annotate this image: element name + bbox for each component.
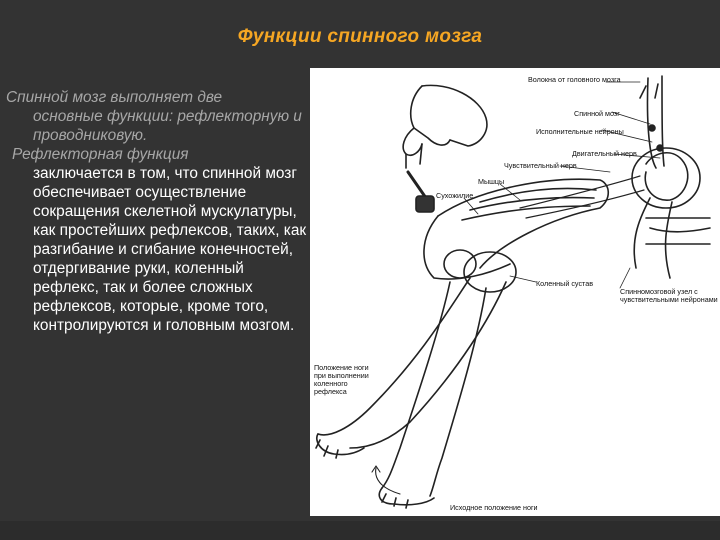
intro-paragraph <box>6 88 308 145</box>
reflex-paragraph <box>6 145 308 335</box>
label-initial-position: Исходное положение ноги <box>450 503 538 512</box>
label-motor-nerve: Двигательный нерв <box>572 149 637 158</box>
label-sensory-nerve: Чувствительный нерв <box>504 161 577 170</box>
reflex-lead: Рефлекторная функция <box>12 146 189 163</box>
label-knee-joint: Коленный сустав <box>536 279 594 288</box>
bottom-strip <box>0 521 720 540</box>
reflex-illustration <box>310 68 720 516</box>
label-spinal-cord: Спинной мозг <box>574 109 620 118</box>
intro-rest: основные функции: рефлекторную и проводниковую. <box>33 108 302 144</box>
intro-first-line: Спинной мозг выполняет две <box>6 89 223 106</box>
label-fibers-from-brain: Волокна от головного мозга <box>528 75 621 84</box>
slide-text <box>6 88 308 335</box>
label-tendon: Сухожилие <box>436 191 474 200</box>
reflex-body: заключается в том, что спинной мозг обеспечивает осуществление сокращения скелетной мускулатуры, как простейших рефлексов, таких, как разгибание и сгибание конечностей, отдергивание руки, коленный рефлекс, так и более сложных рефлексов, которые, кроме того, контролируются и головным мозгом. <box>33 165 307 334</box>
slide-title: Функции спинного мозга <box>237 26 483 47</box>
label-reflex-position: Положение ноги при выполнении коленного рефлекса <box>314 363 369 396</box>
label-ganglion: Спинномозговой узел с чувствительными нейронами <box>620 287 718 304</box>
label-interneurons: Исполнительные нейроны <box>536 127 624 136</box>
label-muscles: Мышцы <box>478 177 505 186</box>
